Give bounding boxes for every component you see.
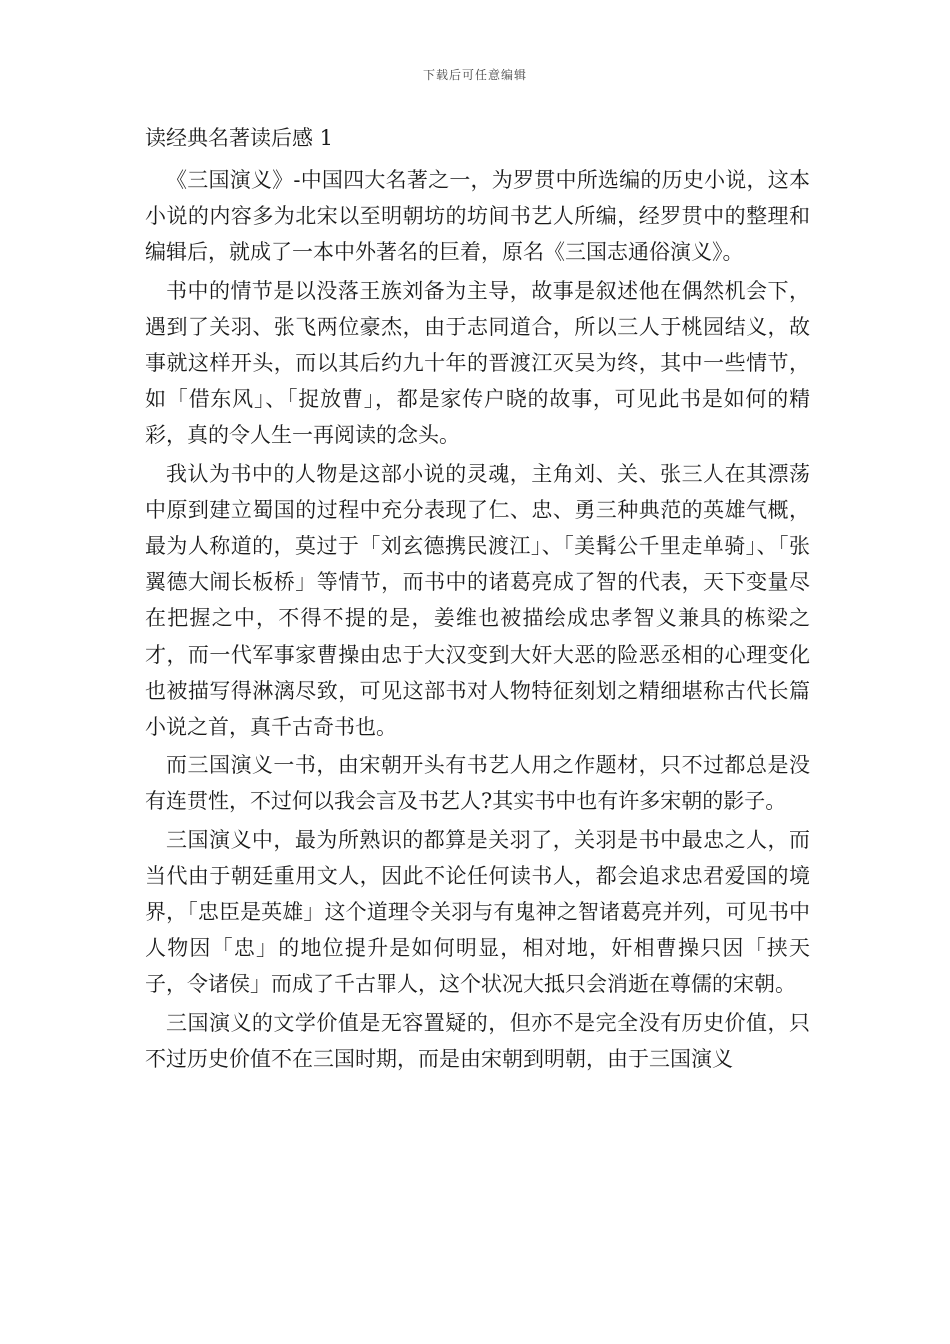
document-body	[145, 120, 810, 1079]
paragraph-6: 三国演义的文学价值是无容置疑的，但亦不是完全没有历史价值，只不过历史价值不在三国时期，而是由宋朝到明朝，由于三国演义	[145, 1010, 810, 1071]
paragraph-4: 而三国演义一书，由宋朝开头有书艺人用之作题材，只不过都总是没有连贯性，不过何以我会言及书艺人?其实书中也有许多宋朝的影子。	[145, 753, 810, 814]
paragraph-2: 书中的情节是以没落王族刘备为主导，故事是叙述他在偶然机会下，遇到了关羽、张飞两位豪杰，由于志同道合，所以三人于桃园结义，故事就这样开头，而以其后约九十年的晋渡江灭吴为终，其中一些情节，如「借东风」、「捉放曹」，都是家传户晓的故事，可见此书是如何的精彩，真的令人生一再阅读的念头。	[145, 278, 810, 448]
header-note: 下载后可任意编辑	[422, 68, 527, 82]
document-title: 读经典名著读后感 1	[145, 126, 334, 150]
paragraph-3: 我认为书中的人物是这部小说的灵魂，主角刘、关、张三人在其漂荡中原到建立蜀国的过程中充分表现了仁、忠、勇三种典范的英雄气概，最为人称道的，莫过于「刘玄德携民渡江」、「美髯公千里走单骑」、「张翼德大闹长板桥」等情节，而书中的诸葛亮成了智的代表，天下变量尽在把握之中，不得不提的是，姜维也被描绘成忠孝智义兼具的栋梁之才，而一代军事家曹操由忠于大汉变到大奸大恶的险恶丞相的心理变化也被描写得淋漓尽致，可见这部书对人物特征刻划之精细堪称古代长篇小说之首，真千古奇书也。	[145, 461, 810, 740]
paragraph-1: 《三国演义》-中国四大名著之一，为罗贯中所选编的历史小说，这本小说的内容多为北宋以至明朝坊的坊间书艺人所编，经罗贯中的整理和编辑后，就成了一本中外著名的巨着，原名《三国志通俗演义》。	[145, 168, 810, 265]
paragraph-5: 三国演义中，最为所熟识的都算是关羽了，关羽是书中最忠之人，而当代由于朝廷重用文人，因此不论任何读书人，都会追求忠君爱国的境界，「忠臣是英雄」这个道理令关羽与有鬼神之智诸葛亮并列，可见书中人物因「忠」的地位提升是如何明显，相对地，奸相曹操只因「挟天子，令诸侯」而成了千古罪人，这个状况大抵只会消逝在尊儒的宋朝。	[145, 827, 810, 997]
